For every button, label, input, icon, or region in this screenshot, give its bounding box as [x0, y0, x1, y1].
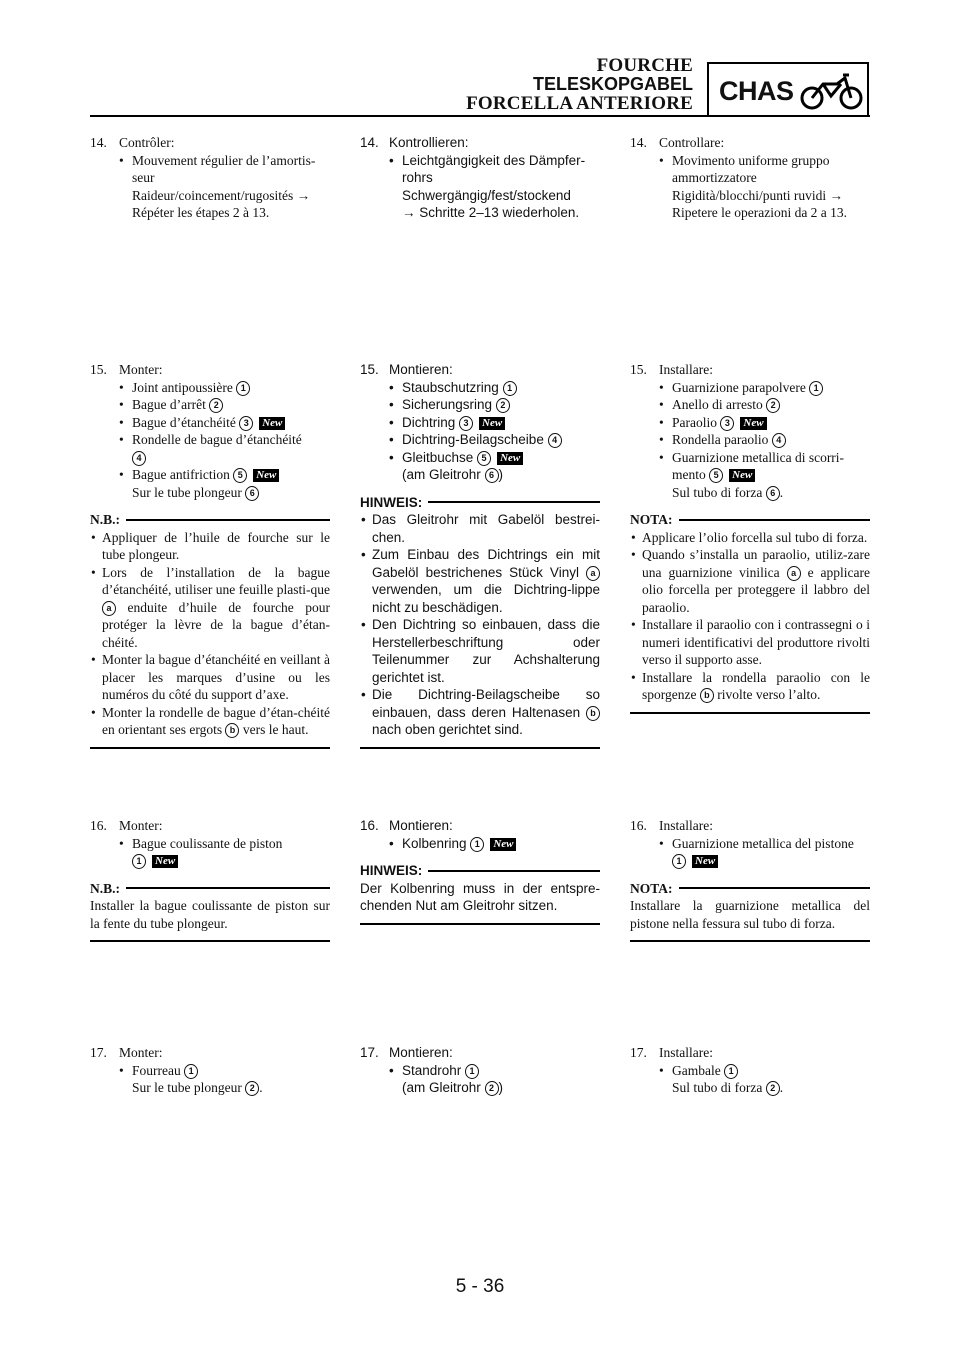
de-step-17: 17. Montieren: • Standrohr 1 (am Gleitrohr 2 )	[360, 1044, 600, 1097]
fr-step-15: 15. Monter: • Joint antipoussière 1 • Bague d’arrêt 2 • Bague d’étanchéité 3 New • Rondelle de bague d’étanchéité 4 • Bague antifriction 5 New Sur le tube plongeur 6 N.B.: • Appliquer de l’huile de fourche sur le tube plongeur. • Lors de l’installation de la bague d’étanchéité, utiliser une feuille plasti-que a enduite d’huile de fourche pour protéger la lèvre de la bague d’étan-chéité. • Monter la bague d’étanchéité en veillant à placer les marques d’usine ou les numéros du côté du support d’axe. • Monter la rondelle de bague d’étan-chéité en orientant ses ergots b vers le haut.	[90, 361, 330, 749]
list-item: • Bague d’étanchéité 3 New	[90, 414, 330, 432]
list-item: • Bague d’arrêt 2	[90, 396, 330, 414]
list-item: • Movimento uniforme gruppo ammortizzatore	[630, 152, 870, 187]
list-item: • Dichtring-Beilagscheibe 4	[360, 431, 600, 449]
it-step-16: 16. Installare: • Guarnizione metallica del pistone 1 New NOTA: Installare la guarnizione metallica del pistone nella fessura sul tubo di forza.	[630, 817, 870, 942]
list-item: • Guarnizione metallica del pistone 1 New	[630, 835, 870, 870]
section-badge	[707, 62, 869, 117]
page-header-titles	[466, 56, 693, 113]
note-box: N.B.: Installer la bague coulissante de piston sur la fente du tube plongeur.	[90, 880, 330, 943]
fr-step-16: 16. Monter: • Bague coulissante de piston 1 New N.B.: Installer la bague coulissante de piston sur la fente du tube plongeur.	[90, 817, 330, 942]
list-item: • Anello di arresto 2	[630, 396, 870, 414]
list-item: • Bague antifriction 5 New	[90, 466, 330, 484]
list-item: • Gleitbuchse 5 New	[360, 449, 600, 467]
new-badge: New	[729, 469, 755, 482]
list-item: • Kolbenring 1 New	[360, 835, 600, 853]
new-badge: New	[740, 417, 766, 430]
list-item: • Dichtring 3 New	[360, 414, 600, 432]
de-step-15: 15. Montieren: • Staubschutzring 1 • Sicherungsring 2 • Dichtring 3 New • Dichtring-Beilagscheibe 4 • Gleitbuchse 5 New (am Gleitrohr 6 ) HINWEIS: • Das Gleitrohr mit Gabelöl bestrei-chen. • Zum Einbau des Dichtrings ein mit Gabelöl bestrichenes Stück Vinyl a verwenden, um die Dichtring-lippe nicht zu beschädigen. • Den Dichtring so einbauen, dass die Herstellerbeschriftung oder Teilenummer zur Achshalterung gerichtet ist. • Die Dichtring-Beilagscheibe so einbauen, dass deren Haltenasen b nach oben gerichtet sind.	[360, 361, 600, 749]
note-box: HINWEIS: Der Kolbenring muss in der entspre-chenden Nut am Gleitrohr sitzen.	[360, 862, 600, 925]
it-step-15: 15. Installare: • Guarnizione parapolvere 1 • Anello di arresto 2 • Paraolio 3 New • Rondella paraolio 4 • Guarnizione metallica di scorri-mento 5 New Sul tubo di forza 6 . NOTA: • Applicare l’olio forcella sul tubo di forza. • Quando s’installa un paraolio, utiliz-zare una guarnizione vinilica a e applicare olio forcella per proteggere il labbro del paraolio. • Installare il paraolio con i contrassegni o i numeri identificativi del produttore rivolti verso il supporto asse. • Installare la rondella paraolio con le sporgenze b rivolte verso l’alto.	[630, 361, 870, 714]
new-badge: New	[479, 417, 505, 430]
de-step-14: 14. Kontrollieren: • Leichtgängigkeit des Dämpfer- rohrs Schwergängig/fest/stockend → Schritte 2–13 wiederholen.	[360, 134, 600, 222]
header-rule	[90, 115, 870, 117]
list-item: • Rondelle de bague d’étanchéité 4	[90, 431, 330, 466]
motorcycle-icon	[799, 68, 865, 114]
note-box: N.B.: • Appliquer de l’huile de fourche sur le tube plongeur. • Lors de l’installation de la bague d’étanchéité, utiliser une feuille plasti-que a enduite d’huile de fourche pour protéger la lèvre de la bague d’étan-chéité. • Monter la bague d’étanchéité en veillant à placer les marques d’usine ou les numéros du côté du support d’axe. • Monter la rondelle de bague d’étan-chéité en orientant ses ergots b vers le haut.	[90, 511, 330, 749]
list-item: • Guarnizione metallica di scorri-mento 5 New	[630, 449, 870, 484]
list-item: • Staubschutzring 1	[360, 379, 600, 397]
new-badge: New	[253, 469, 279, 482]
fr-step-14: 14. Contrôler: • Mouvement régulier de l’amortis- seur Raideur/coincement/rugosités → Répéter les étapes 2 à 13.	[90, 134, 330, 222]
title-de: TELESKOPGABEL	[532, 74, 693, 94]
list-item: • Gambale 1	[630, 1062, 870, 1080]
new-badge: New	[497, 452, 523, 465]
list-item: • Fourreau 1	[90, 1062, 330, 1080]
list-item: • Mouvement régulier de l’amortis- seur	[90, 152, 330, 187]
new-badge: New	[490, 838, 516, 851]
list-item: • Leichtgängigkeit des Dämpfer- rohrs	[360, 152, 600, 187]
note-box: NOTA: Installare la guarnizione metallica del pistone nella fessura sul tubo di forza.	[630, 880, 870, 943]
list-item: • Bague coulissante de piston 1 New	[90, 835, 330, 870]
de-step-16: 16. Montieren: • Kolbenring 1 New HINWEIS: Der Kolbenring muss in der entspre-chenden Nut am Gleitrohr sitzen.	[360, 817, 600, 925]
note-box: HINWEIS: • Das Gleitrohr mit Gabelöl bestrei-chen. • Zum Einbau des Dichtrings ein mit Gabelöl bestrichenes Stück Vinyl a verwenden, um die Dichtring-lippe nicht zu beschädigen. • Den Dichtring so einbauen, dass die Herstellerbeschriftung oder Teilenummer zur Achshalterung gerichtet ist. • Die Dichtring-Beilagscheibe so einbauen, dass deren Haltenasen b nach oben gerichtet sind.	[360, 494, 600, 749]
it-step-17: 17. Installare: • Gambale 1 Sul tubo di forza 2 .	[630, 1044, 870, 1097]
title-fr: FOURCHE	[596, 55, 693, 76]
new-badge: New	[692, 855, 718, 868]
title-it: FORCELLA ANTERIORE	[466, 93, 693, 114]
list-item: • Paraolio 3 New	[630, 414, 870, 432]
note-box: NOTA: • Applicare l’olio forcella sul tubo di forza. • Quando s’installa un paraolio, utiliz-zare una guarnizione vinilica a e applicare olio forcella per proteggere il labbro del paraolio. • Installare il paraolio con i contrassegni o i numeri identificativi del produttore rivolti verso il supporto asse. • Installare la rondella paraolio con le sporgenze b rivolte verso l’alto.	[630, 511, 870, 714]
new-badge: New	[152, 855, 178, 868]
list-item: • Guarnizione parapolvere 1	[630, 379, 870, 397]
new-badge: New	[259, 417, 285, 430]
list-item: • Sicherungsring 2	[360, 396, 600, 414]
list-item: • Standrohr 1	[360, 1062, 600, 1080]
it-step-14: 14. Controllare: • Movimento uniforme gruppo ammortizzatore Rigidità/blocchi/punti ruvidi → Ripetere le operazioni da 2 a 13.	[630, 134, 870, 222]
fr-step-17: 17. Monter: • Fourreau 1 Sur le tube plongeur 2 .	[90, 1044, 330, 1097]
list-item: • Joint antipoussière 1	[90, 379, 330, 397]
list-item: • Rondella paraolio 4	[630, 431, 870, 449]
page-number: 5 - 36	[455, 1276, 505, 1297]
section-label: CHAS	[719, 76, 794, 106]
